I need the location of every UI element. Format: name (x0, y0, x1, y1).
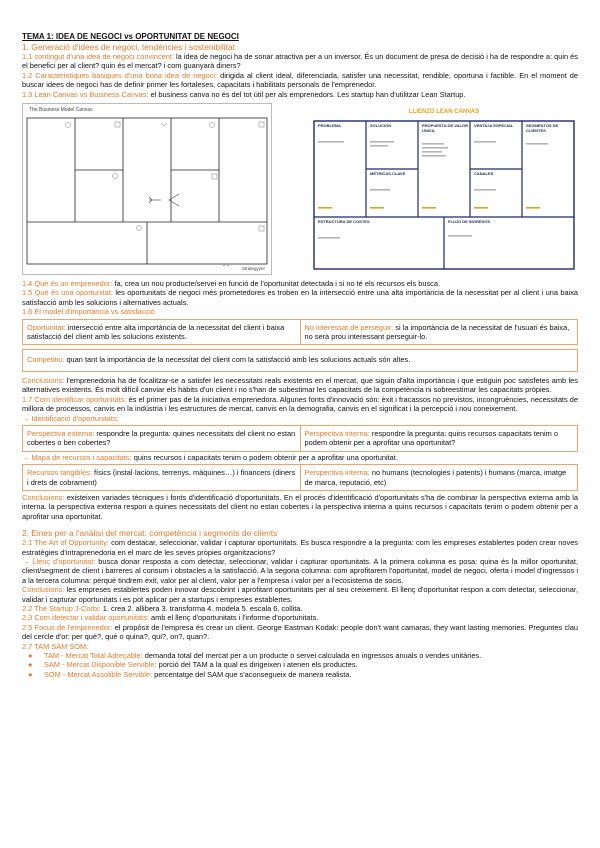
label-llenc: → Llenç d'oportunitat: (22, 556, 96, 566)
paragraph-1-1 (22, 52, 578, 71)
paragraph-1-5 (22, 288, 578, 307)
document-title: TEMA 1: IDEA DE NEGOCI vs OPORTUNITAT DE NEGOCI (22, 32, 239, 41)
text-llenc: busca donar resposta a com detectar, seleccionar, validar i capturar oportunitats. A la primera columna es posa: quina és la millor oportunitat, client/segment de client i barreres al consum i obstacles a la satisfacció. A la segona columna: com aprofitarem l'oportunitat, model de negoci, oferta i model d'ingressos i a la tercera columna: perquè tindrem èxit, valor per al client, valor per a l'empresa i valor per a l'ecosistema de socis. (22, 556, 579, 585)
section-1-heading: 1. Generació d'idees de negoci, tendències i sostenibilitat (22, 42, 235, 52)
document-page (22, 32, 578, 679)
conclusions-3 (22, 585, 578, 604)
conclusions-1-text: l'emprenedoria ha de focalitzar-se a satisfer les necessitats reals existents en el mercat, que siguin d'alta importància i que estiguin poc satisfetes amb les alternatives existents. És molt difícil canviar els hàbits d'un client i no s'han de subestimar les capacitats de la competència ni sobreestimar les capacitats pròpies. (22, 375, 578, 395)
competitiu-box (22, 349, 578, 371)
text-2-3: amb el llenç d'oportunitats i l'informe d'oportunitats. (148, 613, 319, 623)
perspectiva-externa-cell (23, 426, 301, 451)
identificacio-heading: → Identificació d'oportunitats: (22, 413, 119, 423)
business-model-canvas-image (22, 103, 272, 275)
text-1-3: el business canva no és del tot útil per als emprenedors. Les startup han d'utilitzar Lean Startup. (148, 89, 466, 99)
conclusions-2-label: Conclusions: (22, 492, 65, 502)
paragraph-1-2 (22, 71, 578, 90)
som-label: SOM - Mercat Assolible Servible: (44, 669, 153, 679)
tam-text: demanda total del mercat per a un producte o servei calculada en ingressos anuals o vendes unitàries. (142, 651, 482, 661)
bmc-header: The Business Model Canvas (29, 107, 93, 114)
recursos-tangibles-label: Recursos tangibles: (27, 468, 92, 478)
conclusions-3-label: Conclusions: (22, 585, 65, 595)
sam-text: porció del TAM a la qual es dirigeixen i atenen els productes. (156, 660, 358, 670)
recursos-tangibles-text: físics (instal·lacions, terrenys, màquines…) i financers (diners i drets de cobrament) (27, 468, 296, 487)
lean-cell-propuesta: PROPUESTA DE VALOR ÚNICA (422, 123, 468, 133)
conclusions-2-text: existeixen variades tècniques i fonts d'identificació d'oportunitats. En el procés d'identificació d'oportunitats s'ha de combinar la perspectiva externa amb la interna. la perspectiva externa respon a quines necessitats del client no estan cobertes i la perspectiva interna a quins recursos i capacitats tenim o podem obtenir per a aprofitar una oportunitat. (22, 492, 578, 521)
no-interessat-cell (301, 320, 578, 345)
competitiu-label: Competitiu: (27, 355, 65, 365)
lean-cell-segmentos: SEGMENTOS DE CLIENTES (526, 123, 559, 133)
lean-cell-ventaja: VENTAJA ESPECIAL (474, 123, 514, 129)
bullet-icon: ● (28, 669, 33, 679)
label-2-3: 2.3 Com detectar i validar oportunitats: (22, 613, 149, 623)
perspectiva-externa-label: Perspectiva externa: (27, 428, 95, 438)
lean-cell-problema: PROBLEMA (318, 123, 341, 129)
conclusions-3-text: les empreses establertes poden innovar descobrint i aprofitant oportunitats per al seu creixement. El llenç d'oportunitat respon a com detectar, seleccionar, validar i capturar oportunitats i es pot aplicar per a startups i empreses establertes. (22, 585, 578, 604)
lean-cell-costes: ESTRUCTURA DE COSTES (318, 219, 370, 225)
paragraph-2-3 (22, 613, 578, 622)
lean-cell-canales: CANALES (474, 171, 494, 177)
mapa-recursos-label: → Mapa de recursos i capacitats: (22, 452, 132, 462)
conclusions-2 (22, 493, 578, 521)
perspectiva-interna-2-text: no humans (tecnologies i patents) i humans (marca, imatge de marca, reputació, etc) (304, 468, 567, 487)
canvas-figures (22, 103, 578, 275)
no-interessat-label: No interessat de perseguir: (304, 322, 394, 332)
paragraph-2-2 (22, 604, 578, 613)
perspectiva-interna-2-cell (301, 465, 578, 490)
text-1-4: fa, crea un nou producte/servei en funció de l'oportunitat detectada i si no té els recursos els busca. (112, 279, 441, 289)
lean-canvas-title: LLIENZO LEAN CANVAS (408, 109, 480, 116)
recursos-tangibles-cell (23, 465, 301, 490)
perspectiva-interna-label: Perspectiva interna: (304, 428, 370, 438)
conclusions-1 (22, 376, 578, 395)
text-2-5: el propòsit de l'empresa és crear un client. George Eastman Kodak: people don't want camaras, they want lasting memories. Preguntes clau del cercle d'or: per què?, què o quina?, qui?, on?, quan?. (22, 622, 578, 642)
lean-cell-metricas: MÉTRICAS CLAVE (370, 171, 406, 177)
business-model-canvas-grid (23, 104, 271, 274)
bullet-icon: ● (28, 651, 33, 661)
paragraph-2-1 (22, 538, 578, 557)
paragraph-1-7 (22, 395, 578, 414)
paragraph-llenc (22, 557, 578, 585)
recursos-row (22, 464, 578, 491)
no-interessat-text: si la importància de la necessitat de l'usuari és baixa, no serà prou interessant perseguir-lo. (304, 322, 570, 342)
mapa-recursos (22, 453, 578, 462)
perspectiva-interna-cell (301, 426, 578, 451)
label-1-2: 1.2 Característiques bàsiques d'una bona idea de negoci: (22, 70, 218, 80)
text-2-2: 1. crea 2. allibera 3. transforma 4. modela 5. escala 6. collita. (100, 604, 303, 613)
label-1-1: 1.1 contingut d'una idea de negoci convincent: (22, 52, 174, 61)
perspectiva-interna-text: respondre la pregunta: quins recursos capacitats tenim o podem obtenir per a aprofitar una oportunitat? (304, 428, 558, 448)
paragraph-1-3 (22, 90, 578, 99)
competitiu-text: quan tant la importància de la necessitat del client com la satisfacció amb les solucions actuals són altes. (64, 355, 411, 365)
mapa-recursos-text: quins recursos i capacitats tenim o podem obtenir per a aprofitar una oportunitat. (131, 452, 398, 462)
text-1-5: les oportunitats de negoci més prometedores es troben en la intersecció entre una alta importància de la necessitat per al client i una baixa satisfacció amb les solucions i alternatives actuals. (22, 288, 579, 307)
oportunitat-text: intersecció entre alta importància de la necessitat del client i baixa satisfacció del client amb les solucions existents. (27, 322, 285, 342)
label-2-2: 2.2 The Startup J-Corbi: (22, 604, 101, 613)
section-2-heading: 2. Eines per a l'anàlisi del mercat: competència i segments de clients (22, 528, 278, 539)
text-2-1: com destacar, seleccionar, validar i capturar oportunitats. Es busca respondre a la pregunta: com les empreses establertes poden crear noves estratègies d'intraprenedoria en el marc de les seves pròpies organitzacions? (22, 538, 578, 557)
text-1-1: la idea de negoci ha de sonar atractiva per a un inversor. És un document de presa de decisió i ha de respondre a: quin és el benefici per al client? quin és el mercat? i com guanyarà diners? (22, 52, 578, 71)
sam-label: SAM - Mercat Disponible Servible: (44, 660, 157, 670)
bmc-footer: Strategyzer (241, 266, 265, 272)
oportunitat-cell (23, 320, 301, 345)
perspectiva-externa-text: respondre la pregunta: quines necessitats del client no estan cobertes o ben cobertes? (27, 428, 296, 448)
oportunitat-label: Oportunitat: (27, 322, 66, 332)
list-item-som (22, 670, 578, 679)
text-1-2: dirigida al client ideal, diferenciada, satisfer una necessitat, rendible, oportuna i factible. En el moment de buscar idees de negoci has de definir primer les fortaleses, capacitats i habilitats personals de l'emprenedor. (22, 70, 578, 90)
perspectiva-interna-2-label: Perspectiva interna: (304, 468, 370, 478)
importance-model-row (22, 319, 578, 346)
label-1-3: 1.3 Lean Canvas vs Business Canvas: (22, 89, 149, 99)
som-text: percentatge del SAM que s'aconsegueix de manera realista. (152, 669, 352, 679)
list-item-tam (22, 651, 578, 660)
bullet-icon: ● (28, 660, 33, 670)
list-item-sam (22, 660, 578, 669)
label-1-4: 1.4 Què és un emprenedor: (22, 279, 113, 289)
tam-sam-som-list (22, 651, 578, 679)
heading-2-7: 2.7 TAM SAM SOM: (22, 641, 89, 651)
lean-cell-ingresos: FLUJO DE INGRESOS (448, 219, 491, 225)
heading-1-6: 1.6 El model d'importància vs satisfacció (22, 307, 155, 317)
label-2-1: 2.1 The Art of Opportunity: (22, 538, 109, 548)
label-1-7: 1.7 Com identificar oportunitats: (22, 394, 127, 404)
paragraph-2-5 (22, 623, 578, 642)
perspectives-row (22, 425, 578, 452)
label-2-5: 2.5 Focus de l'emprenedor: (22, 622, 113, 632)
tam-label: TAM - Mercat Total Adreçable: (44, 651, 143, 661)
lean-canvas-image (310, 103, 578, 273)
lean-cell-solucion: SOLUCIÓN (370, 123, 392, 129)
conclusions-1-label: Conclusions: (22, 375, 65, 385)
label-1-5: 1.5 Què és una oportunitat: (22, 288, 113, 298)
text-1-7: és el primer pas de la iniciativa emprenedora. Algunes fonts d'innovació són: èxit i fracassos no previstos, incongruències, necessitats de millora de processos, canvis en la indústria i les estructures de mercat, canvis en la demografia, canvis en el significat i la percepció i nou coneixement. (22, 394, 579, 414)
paragraph-1-4 (22, 279, 578, 288)
